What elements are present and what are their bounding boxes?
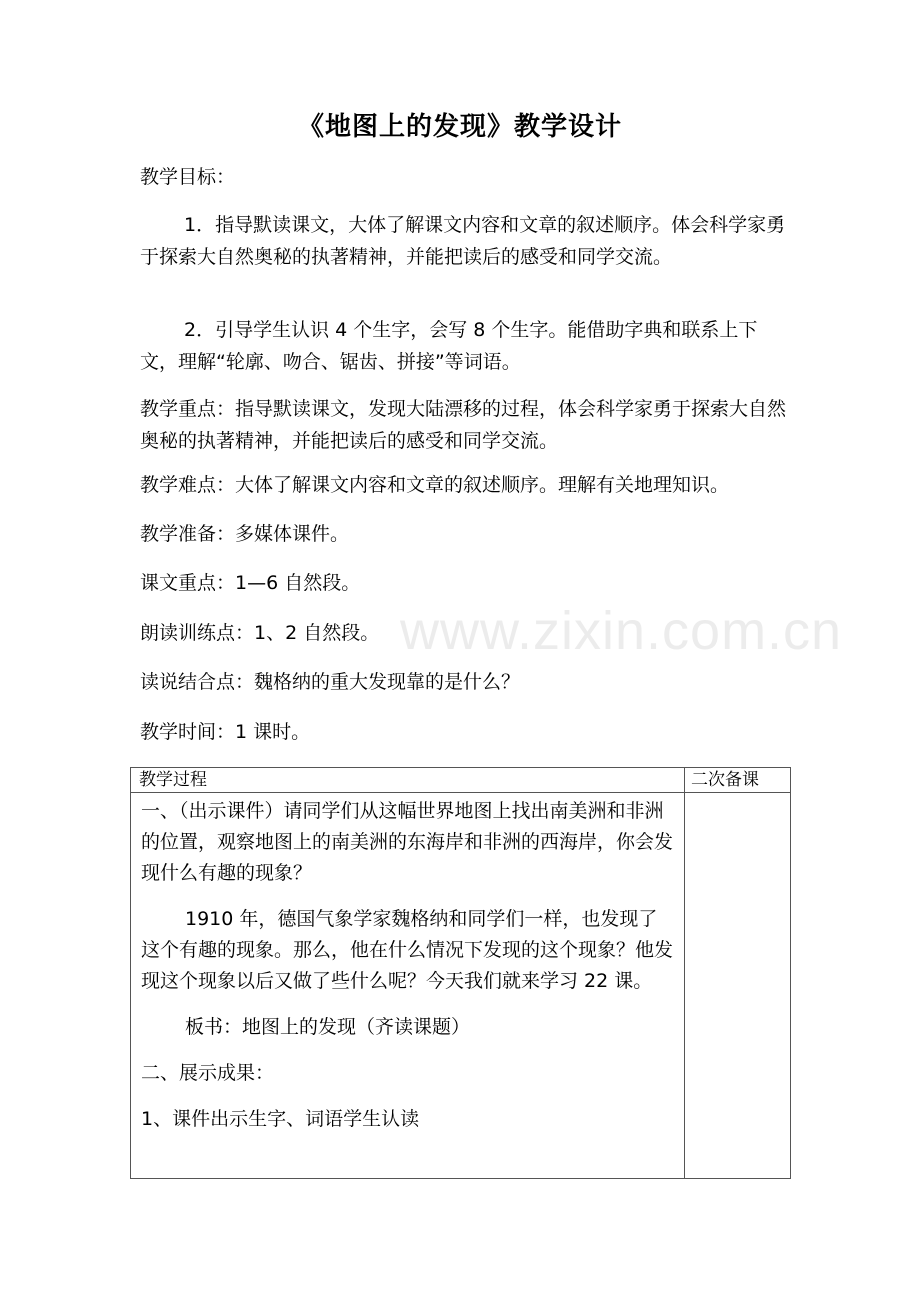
second-prep-cell bbox=[685, 793, 791, 1179]
process-table bbox=[130, 767, 791, 1179]
process-paragraph-4: 二、展示成果： bbox=[141, 1062, 275, 1084]
reading-training-point: 朗读训练点：1、2 自然段。 bbox=[140, 622, 380, 644]
process-paragraph-2: 1910 年，德国气象学家魏格纳和同学们一样，也发现了这个有趣的现象。那么，他在什么情况下发现的这个现象？他发现这个现象以后又做了些什么呢？今天我们就来学习 22 课。 bbox=[141, 908, 674, 992]
preparation: 教学准备：多媒体课件。 bbox=[140, 523, 350, 545]
header-second-prep: 二次备课 bbox=[685, 768, 791, 793]
process-cell bbox=[131, 793, 685, 1179]
page-title: 《地图上的发现》教学设计 bbox=[297, 112, 622, 142]
watermark: www.zixin.com.cn bbox=[400, 601, 843, 661]
header-process: 教学过程 bbox=[131, 768, 685, 793]
objective-1: 1．指导默读课文，大体了解课文内容和文章的叙述顺序。体会科学家勇于探索大自然奥秘的执著精神，并能把读后的感受和同学交流。 bbox=[140, 214, 786, 268]
process-paragraph-1: 一、（出示课件）请同学们从这幅世界地图上找出南美洲和非洲的位置，观察地图上的南美洲的东海岸和非洲的西海岸，你会发现什么有趣的现象？ bbox=[141, 800, 674, 884]
table-body-row bbox=[131, 793, 791, 1179]
objective-2: 2．引导学生认识 4 个生字，会写 8 个生字。能借助字典和联系上下文，理解“轮廓、吻合、锯齿、拼接”等词语。 bbox=[140, 319, 758, 373]
key-point: 教学重点：指导默读课文，发现大陆漂移的过程，体会科学家勇于探索大自然奥秘的执著精神，并能把读后的感受和同学交流。 bbox=[140, 398, 787, 452]
process-paragraph-3: 板书：地图上的发现（齐读课题） bbox=[185, 1016, 471, 1038]
table-header-row bbox=[131, 768, 791, 793]
reading-speaking-point: 读说结合点：魏格纳的重大发现靠的是什么？ bbox=[140, 671, 521, 693]
difficulty: 教学难点：大体了解课文内容和文章的叙述顺序。理解有关地理知识。 bbox=[140, 474, 730, 496]
text-focus: 课文重点：1—6 自然段。 bbox=[140, 572, 361, 594]
process-paragraph-5: 1、课件出示生字、词语学生认读 bbox=[141, 1108, 420, 1130]
objectives-label: 教学目标： bbox=[140, 166, 236, 188]
teaching-time: 教学时间：1 课时。 bbox=[140, 721, 311, 743]
